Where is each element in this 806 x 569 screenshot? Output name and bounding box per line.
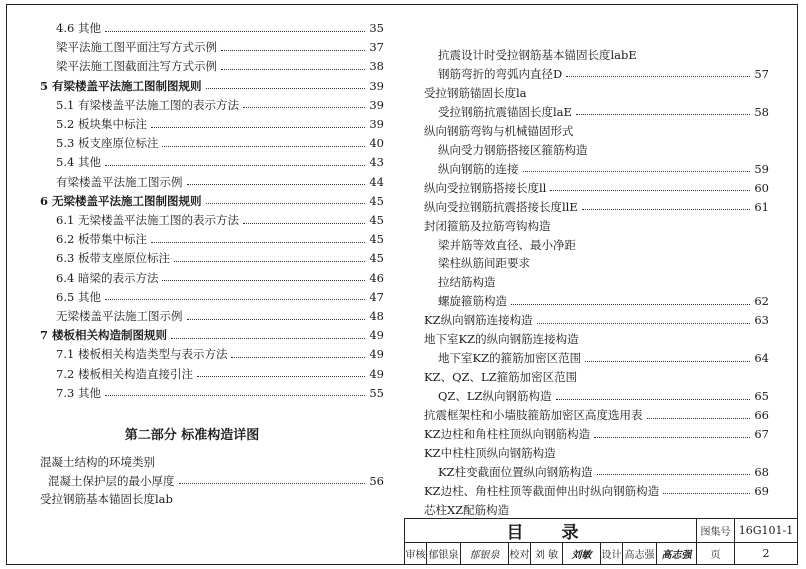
- toc-entry-title: 地下室KZ的箍筋加密区范围: [438, 351, 582, 366]
- toc-entry: [438, 160, 769, 178]
- toc-entry-title: 抗震设计时受拉钢筋基本锚固长度labE: [438, 48, 637, 62]
- dot-leader: [523, 171, 751, 172]
- toc-entry-page: 46: [369, 270, 384, 285]
- toc-entry-page: 40: [369, 136, 384, 151]
- toc-entry-title: QZ、LZ纵向钢筋构造: [438, 389, 552, 404]
- toc-entry: [424, 501, 769, 519]
- toc-entry: [56, 211, 384, 229]
- toc-entry: [56, 153, 384, 171]
- dot-leader: [187, 319, 366, 320]
- toc-entry: [40, 326, 384, 344]
- dot-leader: [105, 299, 365, 300]
- toc-entry: [56, 230, 384, 248]
- toc-entry-page: 59: [754, 161, 769, 176]
- toc-entry: [56, 249, 384, 267]
- toc-entry-title: KZ柱变截面位置纵向钢筋构造: [438, 464, 593, 479]
- toc-entry: [40, 192, 384, 210]
- toc-entry: [56, 173, 384, 191]
- toc-entry-page: 37: [369, 40, 384, 55]
- toc-entry: [56, 365, 384, 383]
- review-label: 审核: [405, 543, 427, 565]
- toc-entry-title: 受拉钢筋基本锚固长度lab: [40, 492, 173, 506]
- toc-entry: [424, 84, 769, 102]
- toc-entry: [56, 96, 384, 114]
- toc-entry: [438, 65, 769, 83]
- toc-entry-title: 7.3 其他: [56, 385, 101, 400]
- dot-leader: [243, 223, 365, 224]
- page-label: 页: [697, 543, 735, 565]
- toc-entry: [438, 236, 769, 254]
- toc-entry: [56, 269, 384, 287]
- toc-entry-title: 梁柱纵筋间距要求: [438, 256, 530, 271]
- dot-leader: [162, 280, 365, 281]
- dot-leader: [187, 184, 366, 185]
- toc-entry-title: 封闭箍筋及拉筋弯钩构造: [424, 218, 551, 233]
- toc-entry-title: 纵向钢筋弯钩与机械锚固形式: [424, 123, 574, 138]
- toc-entry-page: 48: [369, 309, 384, 323]
- toc-entry: [424, 330, 769, 348]
- checker-signature: 刘敏: [563, 543, 601, 565]
- toc-entry: [438, 463, 769, 481]
- atlas-number: 16G101-1: [735, 519, 798, 543]
- toc-entry-title: 受拉钢筋抗震锚固长度laE: [438, 104, 572, 119]
- toc-entry-title: 混凝土结构的环境类别: [40, 455, 155, 469]
- toc-entry-page: 39: [369, 78, 384, 93]
- toc-entry-title: 有梁楼盖平法施工图示例: [56, 174, 183, 189]
- dot-leader: [597, 474, 751, 475]
- toc-entry-page: 49: [369, 347, 384, 362]
- toc-entry-page: 57: [754, 66, 769, 81]
- checker-name: 刘 敏: [531, 543, 563, 565]
- toc-entry-title: 受拉钢筋锚固长度la: [424, 85, 527, 100]
- toc-entry-page: 35: [369, 21, 384, 35]
- toc-entry: [56, 345, 384, 363]
- toc-entry: [438, 254, 769, 272]
- dot-leader: [550, 190, 750, 191]
- toc-entry: [40, 77, 384, 95]
- dot-leader: [585, 361, 750, 362]
- toc-entry-title: 7.2 楼板相关构造直接引注: [56, 366, 193, 381]
- dot-leader: [162, 146, 365, 147]
- dot-leader: [576, 114, 750, 115]
- toc-entry-title: 7.1 楼板相关构造类型与表示方法: [56, 347, 228, 362]
- dot-leader: [197, 376, 365, 377]
- dot-leader: [566, 76, 750, 77]
- toc-entry: [56, 307, 384, 325]
- toc-entry-page: 45: [369, 251, 384, 266]
- toc-entry: [56, 288, 384, 306]
- toc-entry-page: 65: [754, 389, 769, 404]
- toc-entry-page: 45: [369, 193, 384, 208]
- toc-entry-page: 55: [369, 385, 384, 400]
- toc-entry: [424, 122, 769, 140]
- toc-entry: [40, 490, 384, 508]
- toc-entry-title: 拉结筋构造: [438, 275, 496, 290]
- toc-entry: [424, 406, 769, 424]
- toc-entry-title: KZ纵向钢筋连接构造: [424, 313, 533, 328]
- toc-entry-title: 6.4 暗梁的表示方法: [56, 270, 159, 285]
- toc-entry: [48, 472, 384, 490]
- page-number: 2: [735, 543, 798, 565]
- dot-leader: [151, 242, 365, 243]
- toc-entry: [438, 349, 769, 367]
- toc-entry: [56, 57, 384, 75]
- toc-entry-title: 螺旋箍筋构造: [438, 294, 507, 309]
- toc-entry-page: 39: [369, 117, 384, 131]
- dot-leader: [174, 261, 365, 262]
- toc-entry-title: 5.1 有梁楼盖平法施工图的表示方法: [56, 97, 239, 112]
- toc-entry-page: 62: [754, 294, 769, 309]
- toc-entry-title: KZ边柱和角柱柱顶纵向钢筋构造: [424, 427, 591, 441]
- dot-leader: [206, 88, 366, 89]
- toc-entry-title: 纵向受拉钢筋搭接长度ll: [424, 180, 547, 195]
- toc-entry-page: 58: [754, 104, 769, 119]
- toc-entry-title: 6.5 其他: [56, 289, 101, 304]
- toc-entry: [56, 115, 384, 133]
- toc-entry-title: KZ、QZ、LZ箍筋加密区范围: [424, 370, 578, 385]
- toc-entry-page: 69: [754, 483, 769, 498]
- toc-entry-page: 66: [754, 408, 769, 423]
- toc-entry-title: 纵向受拉钢筋抗震搭接长度llE: [424, 199, 578, 214]
- toc-entry-page: 45: [369, 213, 384, 227]
- toc-entry-title: 5.3 板支座原位标注: [56, 136, 159, 151]
- toc-entry-title: 芯柱XZ配筋构造: [424, 502, 510, 517]
- toc-entry-title: KZ边柱、角柱柱顶等截面伸出时纵向钢筋构造: [424, 483, 660, 498]
- toc-entry: [424, 217, 769, 235]
- toc-entry-title: 6.1 无梁楼盖平法施工图的表示方法: [56, 213, 239, 227]
- dot-leader: [647, 418, 751, 419]
- reviewer-name: 郁银泉: [427, 543, 461, 565]
- toc-entry: [424, 444, 769, 462]
- toc-entry-page: 56: [369, 473, 384, 488]
- check-label: 校对: [509, 543, 531, 565]
- toc-entry-page: 44: [369, 174, 384, 189]
- toc-entry: [424, 198, 769, 216]
- toc-entry-page: 61: [754, 199, 769, 214]
- toc-entry: [40, 453, 384, 471]
- dot-leader: [537, 323, 751, 324]
- design-label: 设计: [601, 543, 623, 565]
- toc-entry-page: 68: [754, 464, 769, 479]
- toc-entry: [424, 425, 769, 443]
- toc-entry-page: 47: [369, 289, 384, 304]
- designer-name: 高志强: [623, 543, 657, 565]
- toc-entry-page: 38: [369, 59, 384, 74]
- toc-entry-title: 地下室KZ的纵向钢筋连接构造: [424, 332, 579, 347]
- toc-entry-page: 63: [754, 313, 769, 328]
- toc-entry: [56, 19, 384, 37]
- toc-entry-title: 5 有梁楼盖平法施工图制图规则: [40, 78, 202, 93]
- toc-entry-title: 6.2 板带集中标注: [56, 232, 147, 247]
- dot-leader: [105, 165, 365, 166]
- dot-leader: [221, 50, 365, 51]
- toc-entry-title: KZ中柱柱顶纵向钢筋构造: [424, 445, 556, 460]
- dot-leader: [221, 69, 365, 70]
- toc-entry: [56, 384, 384, 402]
- toc-entry: [438, 387, 769, 405]
- toc-entry-page: 67: [754, 427, 769, 441]
- toc-entry-title: 梁平法施工图截面注写方式示例: [56, 59, 217, 74]
- toc-entry: [56, 38, 384, 56]
- toc-entry: [438, 273, 769, 291]
- dot-leader: [556, 399, 751, 400]
- dot-leader: [206, 203, 366, 204]
- toc-entry: [438, 46, 769, 64]
- toc-entry-page: 43: [369, 155, 384, 170]
- toc-entry-title: 5.4 其他: [56, 155, 101, 170]
- title-block-title: 目 录: [405, 519, 697, 543]
- toc-entry-title: 梁并筋等效直径、最小净距: [438, 237, 576, 252]
- dot-leader: [179, 483, 366, 484]
- dot-leader: [243, 107, 365, 108]
- toc-entry-page: 49: [369, 328, 384, 343]
- dot-leader: [151, 127, 365, 128]
- toc-entry-page: 49: [369, 366, 384, 381]
- toc-entry: [424, 482, 769, 500]
- toc-entry: [424, 179, 769, 197]
- toc-entry-title: 无梁楼盖平法施工图示例: [56, 309, 183, 323]
- dot-leader: [231, 357, 365, 358]
- toc-entry: [438, 141, 769, 159]
- atlas-label: 图集号: [697, 519, 735, 543]
- toc-entry: [424, 368, 769, 386]
- reviewer-signature: 郁银泉: [461, 543, 509, 565]
- dot-leader: [171, 338, 365, 339]
- toc-entry: [438, 103, 769, 121]
- toc-entry: [56, 134, 384, 152]
- dot-leader: [511, 304, 750, 305]
- toc-entry-page: 64: [754, 351, 769, 366]
- title-block: [404, 518, 798, 565]
- toc-entry-title: 混凝土保护层的最小厚度: [48, 473, 175, 488]
- toc-entry-page: 45: [369, 232, 384, 247]
- dot-leader: [663, 493, 750, 494]
- toc-entry-title: 6.3 板带支座原位标注: [56, 251, 170, 266]
- toc-entry-title: 6 无梁楼盖平法施工图制图规则: [40, 193, 202, 208]
- toc-entry-title: 纵向受力钢筋搭接区箍筋构造: [438, 142, 588, 157]
- toc-entry-title: 梁平法施工图平面注写方式示例: [56, 40, 217, 55]
- dot-leader: [105, 395, 365, 396]
- toc-entry: [438, 292, 769, 310]
- toc-entry-title: 抗震框架柱和小墙肢箍筋加密区高度选用表: [424, 408, 643, 423]
- part2-heading: 第二部分 标准构造详图: [124, 428, 260, 443]
- toc-entry-title: 7 楼板相关构造制图规则: [40, 328, 168, 343]
- toc-entry-title: 钢筋弯折的弯弧内直径D: [438, 66, 563, 81]
- dot-leader: [582, 209, 751, 210]
- toc-entry-title: 4.6 其他: [56, 21, 101, 35]
- toc-entry-title: 5.2 板块集中标注: [56, 117, 147, 131]
- dot-leader: [594, 437, 750, 438]
- dot-leader: [105, 31, 365, 32]
- designer-signature: 高志强: [657, 543, 697, 565]
- toc-entry-page: 39: [369, 97, 384, 112]
- toc-entry-page: 60: [754, 180, 769, 195]
- toc-entry: [424, 311, 769, 329]
- toc-entry-title: 纵向钢筋的连接: [438, 161, 519, 176]
